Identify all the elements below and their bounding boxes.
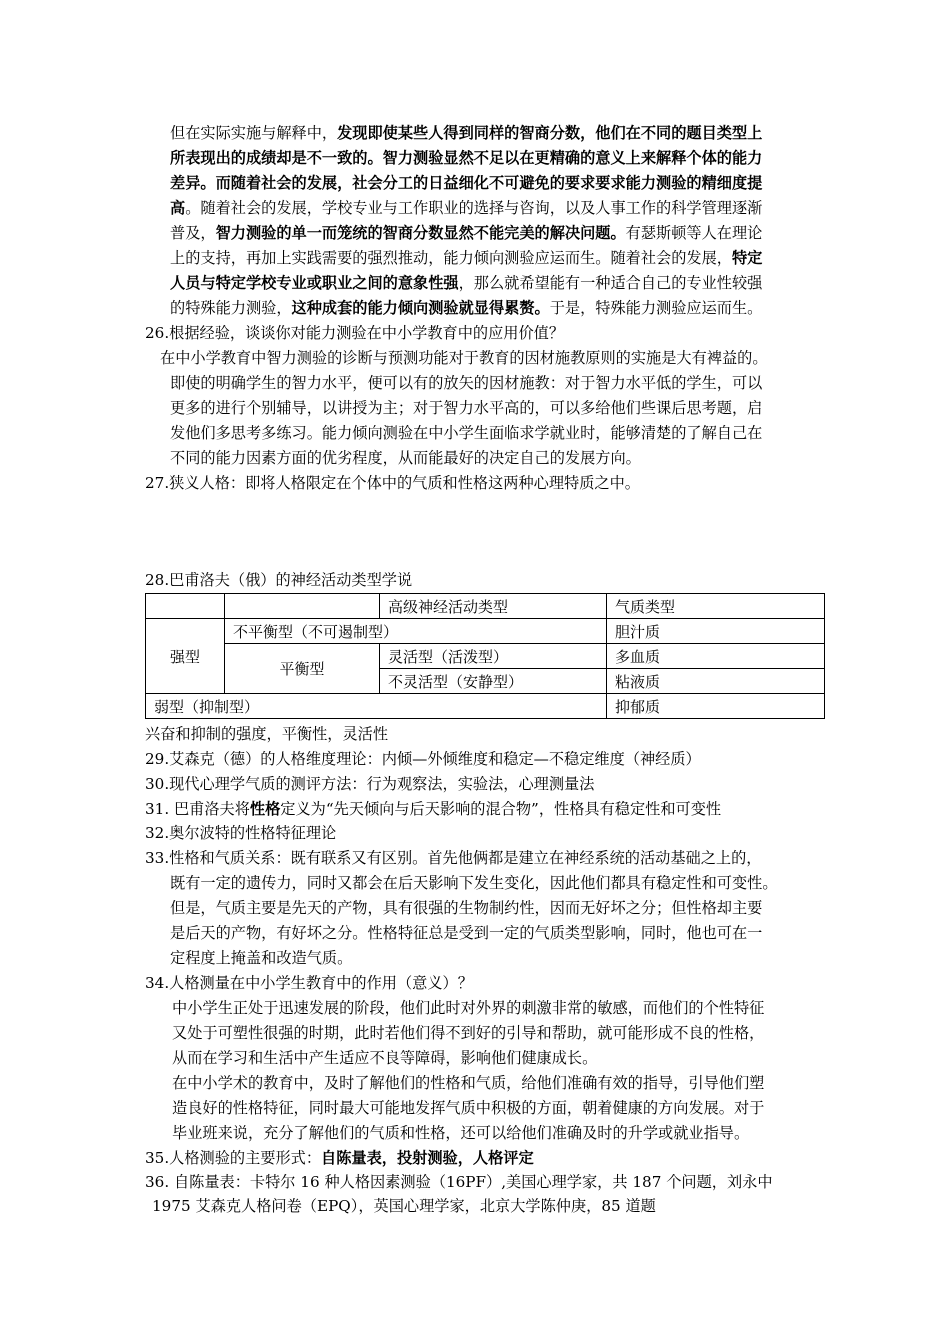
bold-text: 自陈量表，投射测验，人格评定 bbox=[321, 1149, 534, 1167]
table-row bbox=[146, 694, 825, 719]
para-line bbox=[170, 273, 762, 293]
table-cell-weak: 弱型（抑制型） bbox=[146, 694, 607, 719]
bold-text: 特定 bbox=[731, 249, 763, 267]
table-note: 兴奋和抑制的强度，平衡性，灵活性 bbox=[145, 725, 388, 743]
table-header-temperament: 气质类型 bbox=[607, 594, 825, 619]
text: 有瑟斯顿等人在理论 bbox=[625, 224, 763, 242]
table-row bbox=[146, 644, 825, 669]
question-26-title: 26.根据经验，谈谈你对能力测验在中小学教育中的应用价值？ bbox=[145, 324, 565, 342]
text: 但在实际实施与解释中， bbox=[170, 124, 338, 142]
answer-line: 更多的进行个别辅导，以讲授为主；对于智力水平高的，可以多给他们些课后思考题，启 bbox=[170, 399, 763, 417]
bold-text: 高 bbox=[170, 199, 186, 217]
para-line bbox=[170, 148, 762, 168]
para-line bbox=[170, 198, 762, 218]
para-line bbox=[170, 248, 762, 268]
para-line bbox=[170, 173, 762, 193]
answer-line: 在中小学教育中智力测验的诊断与预测功能对于教育的因材施教原则的实施是大有裨益的。 bbox=[160, 349, 768, 367]
table-cell bbox=[146, 594, 225, 619]
table-cell-melancholic: 抑郁质 bbox=[607, 694, 825, 719]
question-34-title: 34.人格测量在中小学生教育中的作用（意义）？ bbox=[145, 974, 473, 992]
table-cell-phlegmatic: 粘液质 bbox=[607, 669, 825, 694]
answer-line: 在中小学术的教育中，及时了解他们的性格和气质，给他们准确有效的指导，引导他们塑 bbox=[172, 1074, 765, 1092]
text: 35.人格测验的主要形式： bbox=[145, 1149, 322, 1167]
table-cell-unbalanced: 不平衡型（不可遏制型） bbox=[225, 619, 607, 644]
table-cell bbox=[225, 594, 380, 619]
para-line bbox=[170, 223, 762, 243]
text: 31. 巴甫洛夫将 bbox=[145, 800, 250, 818]
text: 定义为“先天倾向与后天影响的混合物”，性格具有稳定性和可变性 bbox=[280, 800, 722, 818]
text: 于是，特殊能力测验应运而生。 bbox=[549, 299, 763, 317]
answer-line: 又处于可塑性很强的时期，此时若他们得不到好的引导和帮助，就可能形成不良的性格， bbox=[172, 1024, 765, 1042]
text: 上的支持，再加上实践需要的强烈推动，能力倾向测验应运而生。随着社会的发展， bbox=[170, 249, 732, 267]
bold-text: 发现即使某些人得到同样的智商分数，他们在不同的题目类型上 bbox=[337, 124, 763, 142]
para-line bbox=[170, 123, 762, 143]
question-33-title: 33.性格和气质关系：既有联系又有区别。首先他俩都是建立在神经系统的活动基础之上的， bbox=[145, 849, 762, 867]
nerve-type-table bbox=[145, 593, 825, 719]
answer-line: 定程度上掩盖和改造气质。 bbox=[170, 949, 353, 967]
answer-line: 发他们多思考多练习。能力倾向测验在中小学生面临求学就业时，能够清楚的了解自己在 bbox=[170, 424, 763, 442]
text: 。随着社会的发展，学校专业与工作职业的选择与咨询，以及人事工作的科学管理逐渐 bbox=[185, 199, 763, 217]
question-35 bbox=[145, 1148, 534, 1168]
bold-text: 性格 bbox=[249, 800, 281, 818]
table-cell-sanguine: 多血质 bbox=[607, 644, 825, 669]
para-line bbox=[170, 298, 762, 318]
question-29: 29.艾森克（德）的人格维度理论：内倾—外倾维度和稳定—不稳定维度（神经质） bbox=[145, 750, 701, 768]
answer-line: 但是，气质主要是先天的产物，具有很强的生物制约性，因而无好坏之分；但性格却主要 bbox=[170, 899, 763, 917]
table-cell-inert: 不灵活型（安静型） bbox=[380, 669, 607, 694]
question-36: 36. 自陈量表：卡特尔 16 种人格因素测验（16PF）,美国心理学家，共 187 个问题，刘永中 bbox=[145, 1173, 773, 1191]
bold-text: 这种成套的能力倾向测验就显得累赘。 bbox=[291, 299, 550, 317]
answer-line: 毕业班来说，充分了解他们的气质和性格，还可以给他们准确及时的升学或就业指导。 bbox=[172, 1124, 750, 1142]
answer-line: 1975 艾森克人格问卷（EPQ），英国心理学家，北京大学陈仲庚，85 道题 bbox=[152, 1197, 656, 1215]
text: 普及， bbox=[170, 224, 216, 242]
question-31 bbox=[145, 799, 721, 819]
answer-line: 从而在学习和生活中产生适应不良等障碍，影响他们健康成长。 bbox=[172, 1049, 598, 1067]
answer-line: 中小学生正处于迅速发展的阶段，他们此时对外界的刺激非常的敏感，而他们的个性特征 bbox=[172, 999, 765, 1017]
question-32: 32.奥尔波特的性格特征理论 bbox=[145, 824, 337, 842]
answer-line: 造良好的性格特征，同时最大可能地发挥气质中积极的方面，朝着健康的方向发展。对于 bbox=[172, 1099, 765, 1117]
bold-text: 差异。而随着社会的发展，社会分工的日益细化不可避免的要求要求能力测验的精细度提 bbox=[170, 174, 763, 192]
table-cell-lively: 灵活型（活泼型） bbox=[380, 644, 607, 669]
question-28-title: 28.巴甫洛夫（俄）的神经活动类型学说 bbox=[145, 571, 413, 589]
answer-line: 即使的明确学生的智力水平，便可以有的放矢的因材施教：对于智力水平低的学生，可以 bbox=[170, 374, 763, 392]
table-header-activity: 高级神经活动类型 bbox=[380, 594, 607, 619]
table-cell-balanced: 平衡型 bbox=[225, 644, 380, 694]
text: ，那么就希望能有一种适合自己的专业性较强 bbox=[458, 274, 763, 292]
text: 的特殊能力测验， bbox=[170, 299, 292, 317]
bold-text: 人员与特定学校专业或职业之间的意象性强 bbox=[170, 274, 459, 292]
table-cell-strong: 强型 bbox=[146, 619, 225, 694]
table-row bbox=[146, 594, 825, 619]
answer-line: 既有一定的遗传力，同时又都会在后天影响下发生变化，因此他们都具有稳定性和可变性。 bbox=[170, 874, 778, 892]
table-cell-choleric: 胆汁质 bbox=[607, 619, 825, 644]
bold-text: 所表现出的成绩却是不一致的。智力测验显然不足以在更精确的意义上来解释个体的能力 bbox=[170, 149, 763, 167]
table-row bbox=[146, 619, 825, 644]
answer-line: 是后天的产物，有好坏之分。性格特征总是受到一定的气质类型影响，同时，他也可在一 bbox=[170, 924, 763, 942]
answer-line: 不同的能力因素方面的优劣程度，从而能最好的决定自己的发展方向。 bbox=[170, 449, 641, 467]
bold-text: 智力测验的单一而笼统的智商分数显然不能完美的解决问题。 bbox=[215, 224, 626, 242]
question-30: 30.现代心理学气质的测评方法：行为观察法，实验法，心理测量法 bbox=[145, 775, 595, 793]
question-27: 27.狭义人格：即将人格限定在个体中的气质和性格这两种心理特质之中。 bbox=[145, 474, 640, 492]
